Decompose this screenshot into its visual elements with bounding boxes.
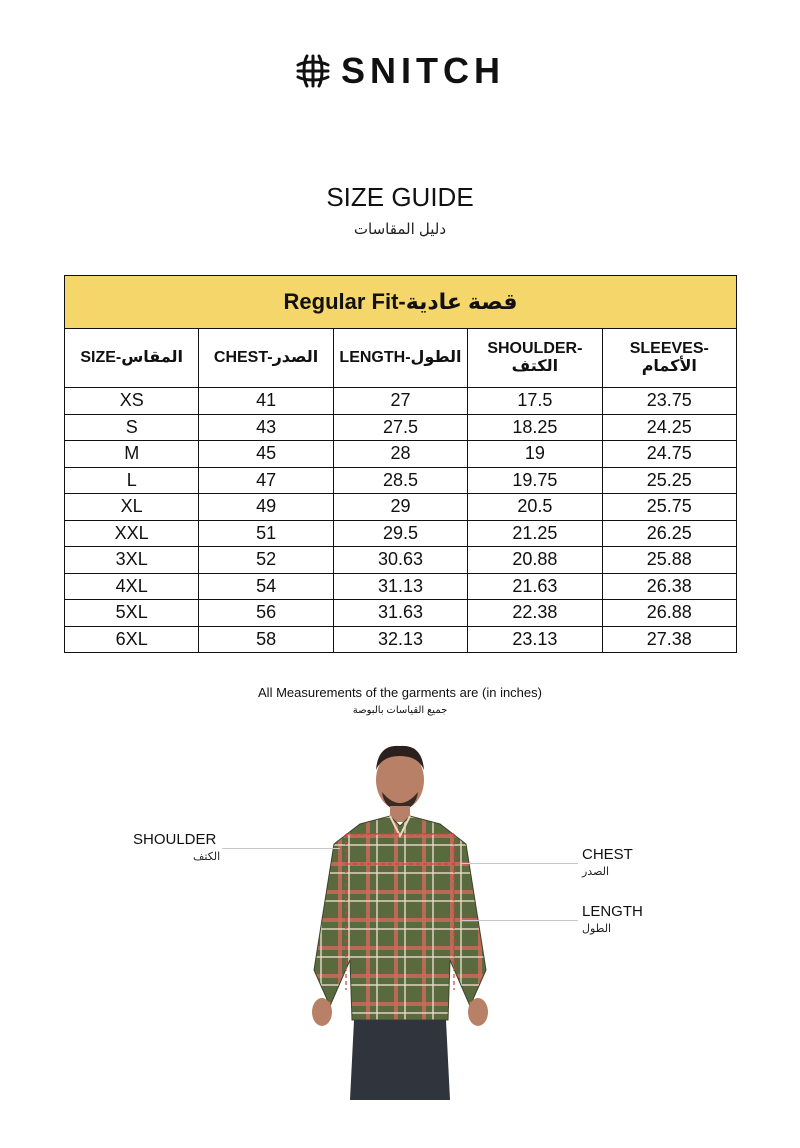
column-header [199,329,333,388]
table-cell: 29 [333,494,467,521]
table-cell: 43 [199,414,333,441]
length-leader-line [462,920,578,921]
table-cell: 28 [333,441,467,468]
table-cell: 29.5 [333,520,467,547]
table-cell: 24.75 [602,441,736,468]
table-cell: 24.25 [602,414,736,441]
table-row [65,600,737,627]
table-row [65,467,737,494]
column-header [602,329,736,388]
table-cell: 26.38 [602,573,736,600]
column-header [65,329,199,388]
table-cell: 52 [199,547,333,574]
table-cell: XXL [65,520,199,547]
table-cell: 3XL [65,547,199,574]
model-jeans [350,1020,450,1100]
table-row [65,441,737,468]
table-cell: 27 [333,388,467,415]
table-cell: 20.88 [468,547,602,574]
column-header-label-ar: الأكمام [641,358,697,375]
table-cell: 23.13 [468,626,602,653]
brand-logo [0,50,800,92]
table-cell: 18.25 [468,414,602,441]
shirt-body [314,816,486,1020]
table-cell: 32.13 [333,626,467,653]
table-row [65,388,737,415]
table-cell: 27.5 [333,414,467,441]
table-cell: M [65,441,199,468]
table-cell: 49 [199,494,333,521]
table-cell: 58 [199,626,333,653]
table-cell: 5XL [65,600,199,627]
length-label: LENGTH [582,903,643,920]
chest-label: CHEST [582,846,633,863]
table-cell: 26.88 [602,600,736,627]
table-cell: 56 [199,600,333,627]
table-cell: 22.38 [468,600,602,627]
table-cell: 47 [199,467,333,494]
chest-leader-line [460,863,578,864]
table-row [65,573,737,600]
column-header-label-ar: الكتف [511,358,559,375]
table-cell: 17.5 [468,388,602,415]
table-cell: 21.63 [468,573,602,600]
table-cell: XL [65,494,199,521]
table-row [65,626,737,653]
table-cell: 26.25 [602,520,736,547]
table-row [65,547,737,574]
table-cell: 45 [199,441,333,468]
column-header-label: SIZE-المقاس [80,349,184,366]
table-cell: 31.63 [333,600,467,627]
page-title: SIZE GUIDE [326,182,474,212]
table-row [65,414,737,441]
table-cell: 28.5 [333,467,467,494]
shoulder-label: SHOULDER [133,831,217,848]
shoulder-leader-line [222,848,340,849]
column-header-label: LENGTH-الطول [339,349,462,366]
table-cell: 27.38 [602,626,736,653]
table-cell: S [65,414,199,441]
length-label-ar: الطول [582,923,612,935]
table-cell: 21.25 [468,520,602,547]
table-cell: 19.75 [468,467,602,494]
table-cell: 31.13 [333,573,467,600]
table-cell: 20.5 [468,494,602,521]
column-header-label: CHEST-الصدر [213,349,319,366]
column-header [468,329,602,388]
fit-header: Regular Fit-قصة عادية [65,276,737,329]
table-row [65,520,737,547]
shoulder-label-ar: الكتف [193,851,221,863]
measurement-note-ar: جميع القياسات بالبوصة [352,705,448,716]
table-cell: 30.63 [333,547,467,574]
measurement-note: All Measurements of the garments are (in inches) [258,685,542,700]
hash-grid-icon [295,53,331,89]
table-row [65,494,737,521]
size-table [64,275,737,653]
column-header-label: SHOULDER- [487,340,583,357]
table-cell: 4XL [65,573,199,600]
table-cell: 19 [468,441,602,468]
page-subtitle-ar: دليل المقاسات [353,221,447,238]
table-cell: 25.75 [602,494,736,521]
table-cell: 6XL [65,626,199,653]
brand-name: SNITCH [341,50,505,91]
table-cell: 54 [199,573,333,600]
table-cell: 25.25 [602,467,736,494]
column-header [333,329,467,388]
column-header-label: SLEEVES- [629,340,709,357]
chest-label-ar: الصدر [582,866,610,878]
table-cell: 41 [199,388,333,415]
table-cell: 23.75 [602,388,736,415]
table-cell: L [65,467,199,494]
table-cell: 51 [199,520,333,547]
table-cell: XS [65,388,199,415]
table-cell: 25.88 [602,547,736,574]
